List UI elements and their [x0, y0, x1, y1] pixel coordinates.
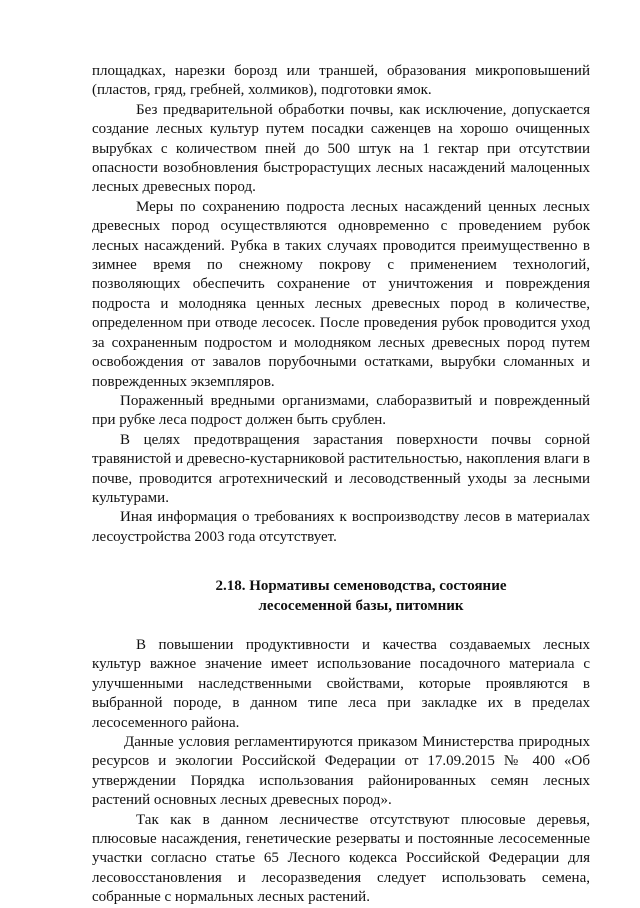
document-body: [92, 62, 590, 908]
paragraph-undergrowth-preservation: Меры по сохранению подроста лесных насаждений ценных лесных древесных пород осуществляются одновременно с проведением рубок лесных насаждений. Рубка в таких случаях проводится преимущественно в зимнее время по снежному покрову с применением технологий, позволяющих обеспечить сохранение от уничтожения и повреждения подроста и молодняка ценных лесных древесных пород в количестве, определенном при отводе лесосек. После проведения рубок проводится уход за сохраненным подростом и молодняком лесных древесных пород путем освобождения от завалов порубочными остатками, вырубки сломанных и поврежденных экземпляров.: [92, 198, 590, 390]
paragraph-other-info: Иная информация о требованиях к воспроизводству лесов в материалах лесоустройства 2003 года отсутствует.: [92, 509, 590, 545]
paragraph-damaged-undergrowth: Пораженный вредными организмами, слаборазвитый и поврежденный при рубке леса подрост должен быть срублен.: [92, 392, 590, 429]
paragraph-soil-prep: площадках, нарезки борозд или траншей, образования микроповышений (пластов, гряд, гребней, холмиков), подготовки ямок.: [92, 63, 590, 99]
paragraph-no-soil-treatment: Без предварительной обработки почвы, как исключение, допускается создание лесных культур путем посадки саженцев на хорошо очищенных вырубках с количеством пней до 500 штук на 1 гектар при отсутствии опасности возобновления быстрорастущих лесных насаждений малоценных лесных древесных пород.: [92, 101, 590, 196]
section-title-line2: лесосеменной базы, питомник: [258, 597, 464, 614]
paragraph-weed-prevention: В целях предотвращения зарастания поверхности почвы сорной травянистой и древесно-кустарниковой растительностью, накопления влаги в почве, проводится агротехнический и лесоводственный уходы за лесными культурами.: [92, 431, 590, 506]
section-title-line1: 2.18. Нормативы семеноводства, состояние: [215, 578, 507, 595]
paragraph-seed-source: Так как в данном лесничестве отсутствуют плюсовые деревья, плюсовые насаждения, генетические резерваты и постоянные лесосеменные участки согласно статье 65 Лесного кодекса Российской Федерации для лесовосстановления и лесоразведения следует использовать семена, собранные с нормальных лесных растений.: [92, 811, 590, 906]
paragraph-regulation: Данные условия регламентируются приказом Министерства природных ресурсов и экологии Российской Федерации от 17.09.2015 № 400 «Об утверждении Порядка использования районированных семян лесных растений основных лесных древесных пород».: [92, 734, 590, 809]
paragraph-productivity: В повышении продуктивности и качества создаваемых лесных культур важное значение имеет использование посадочного материала с улучшенными наследственными свойствами, которые проявляются в выбранной породе, в данном типе леса при закладке их в пределах лесосеменного района.: [92, 636, 590, 731]
section-title: [92, 577, 590, 616]
